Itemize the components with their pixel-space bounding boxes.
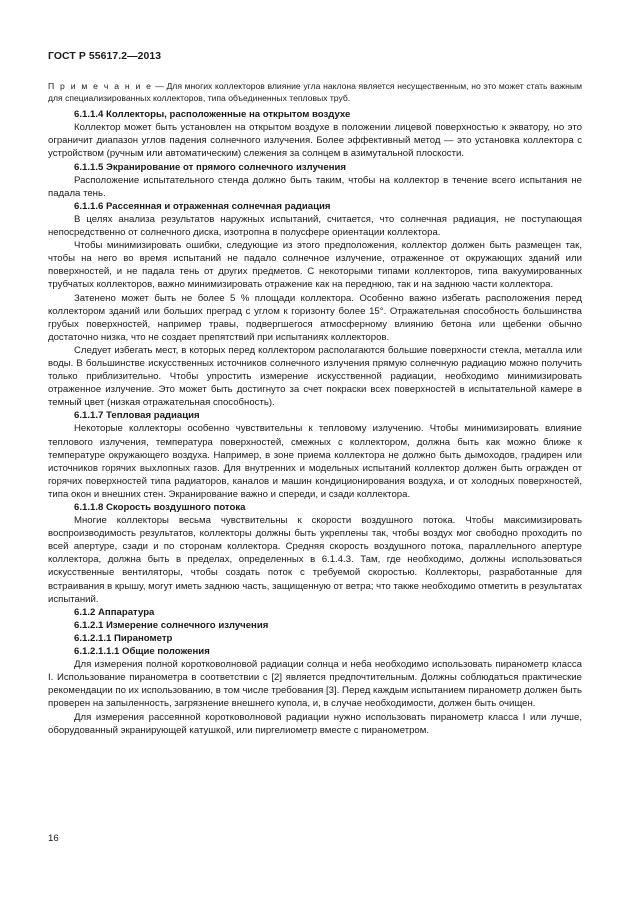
section-heading: 6.1.2 Аппаратура — [74, 606, 155, 618]
paragraph: Многие коллекторы весьма чувствительны к скорости воздушного потока. Чтобы максимизировать воспроизводимость результатов, коллекторы должны быть укреплены так, чтобы воздух мог свободно проходить по всей апертуре, сзади и по сторонам коллектора. Средняя скорость воздушного потока, параллельного апертуре коллектора, должна быть в пределах, определенных в 6.1.4.3. Там, где необходимо, должны использоваться искусственные вентиляторы, чтобы создать поток с требуемой скоростью. Коллекторы, разработанные для встраивания в крышу, могут иметь заднюю часть, защищенную от ветра; что также необходимо отметить в результатах испытаний. — [48, 515, 582, 605]
section-heading: 6.1.1.5 Экранирование от прямого солнечного излучения — [74, 161, 346, 173]
section-heading: 6.1.1.6 Рассеянная и отраженная солнечная радиация — [74, 200, 331, 212]
paragraph: Следует избегать мест, в которых перед коллектором располагаются большие поверхности стекла, металла или воды. В большинстве искусственных источников солнечного излучения прямую солнечную радиацию можно получить только приблизительно. Чтобы упростить измерение искусственной радиации, необходимо минимизировать отраженное излучение. Это может быть достигнуто за счет покраски всех поверхностей в испытательной камере в темный цвет (низкая отражательная способность). — [48, 344, 582, 409]
section-heading: 6.1.2.1 Измерение солнечного излучения — [74, 619, 269, 631]
section-heading: 6.1.1.8 Скорость воздушного потока — [74, 502, 246, 513]
section-heading: 6.1.2.1.1 Пиранометр — [74, 632, 173, 644]
document-body — [48, 80, 582, 737]
section-heading: 6.1.2.1.1.1 Общие положения — [74, 646, 210, 658]
paragraph: Для измерения рассеянной коротковолновой радиации нужно использовать пиранометр класса I или лучше, оборудованный экранирующей катушкой, или пиргелиометр вместе с пиранометром. — [48, 711, 582, 736]
paragraph: Для измерения полной коротковолновой радиации солнца и неба необходимо использовать пиранометр класса I. Использование пиранометра в соответствии с [2] является предпочтительным. Должны соблюдаться практические рекомендации по их использованию, в том числе требования [3]. Перед каждым испытанием пиранометр должен быть проверен на запыленность, загрязнение внешнего купола, и, в случае необходимости, должен быть очищен. — [48, 659, 582, 710]
paragraph: Расположение испытательного стенда должно быть таким, чтобы на коллектор в течение всего испытания не падала тень. — [48, 174, 582, 199]
note-text: — Для многих коллекторов влияние угла наклона является несущественным, но это может стать важным для специализированных коллекторов, типа объединенных тепловых труб. — [48, 81, 582, 104]
paragraph: Некоторые коллекторы особенно чувствительны к тепловому излучению. Чтобы минимизировать влияние теплового излучения, температура поверхностей, смежных с коллектором, должна быть как можно ближе к температуре окружающего воздуха. Например, в зоне приема коллектора не должно быть дымоходов, градирен или источников горячих выхлопных газов. Для внутренних и модельных испытаний коллектор должен быть огражден от горячих поверхностей типа радиаторов, каналов и машин кондиционирования воздуха, и от холодных поверхностей, типа окон и внешних стен. Экранирование важно и спереди, и сзади коллектора. — [48, 423, 582, 500]
section-heading: 6.1.1.4 Коллекторы, расположенные на открытом воздухе — [74, 109, 351, 121]
paragraph: Затенено может быть не более 5 % площади коллектора. Особенно важно избегать расположения перед коллектором зданий или больших преград с углом к горизонту более 15°. Отражательная способность большинства грубых поверхностей, например травы, подвергшегося атмосферному влиянию бетона или щебенки обычно достаточно низка, что не создает препятствий при испытаниях коллекторов. — [48, 292, 582, 343]
text-blocks — [48, 108, 582, 737]
note — [48, 80, 582, 104]
paragraph: Коллектор может быть установлен на открытом воздухе в положении лицевой поверхностью к экватору, но это ограничит диапазон углов падения солнечного излучения. Более эффективный метод — это установка коллектора с устройством (ручным или автоматическим) слежения за солнцем в азимутальной плоскости. — [48, 122, 582, 160]
section-heading: 6.1.1.7 Тепловая радиация — [74, 410, 200, 422]
paragraph: В целях анализа результатов наружных испытаний, считается, что солнечная радиация, не поступающая непосредственно от солнечного диска, изотропна в полусфере ориентации коллектора. — [48, 213, 582, 239]
note-label: П р и м е ч а н и е — [48, 81, 153, 91]
page-number: 16 — [48, 833, 59, 844]
page-header: ГОСТ Р 55617.2—2013 — [48, 51, 162, 62]
paragraph: Чтобы минимизировать ошибки, следующие из этого предположения, коллектор должен быть размещен так, чтобы на него во время испытаний не падало солнечное излучение, отраженное от окружающих зданий или поверхностей, и не падала тень от других предметов. С некоторыми типами коллекторов, типа вакуумированных трубчатых коллекторов, важно минимизировать отражение как на переднюю, так и на заднюю части коллектора. — [48, 240, 582, 291]
